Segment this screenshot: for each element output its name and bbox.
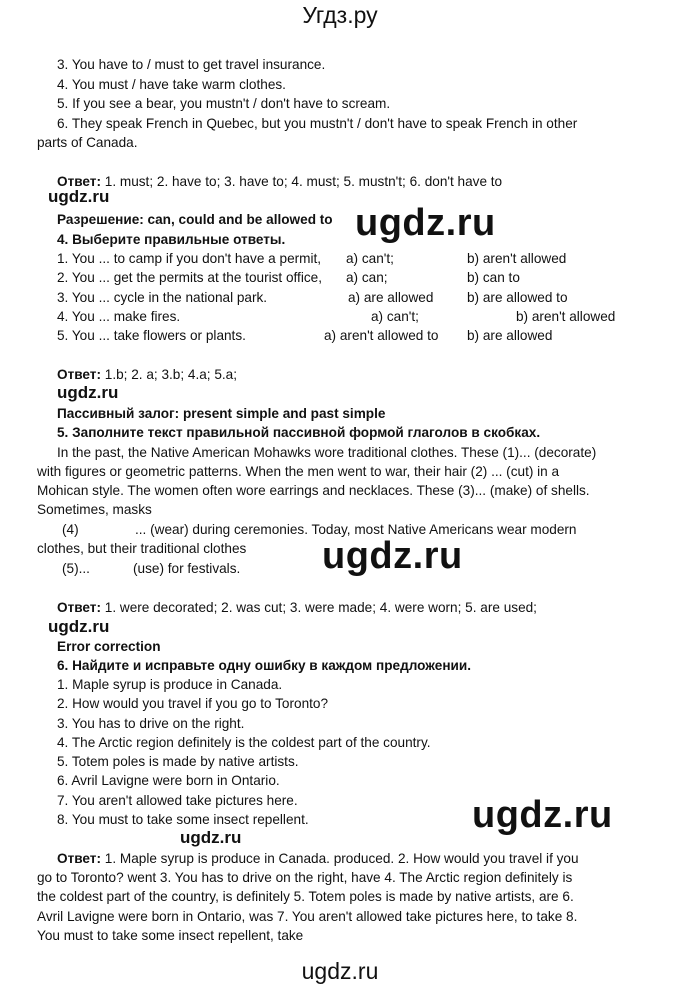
text-line: 6. They speak French in Quebec, but you mustn't / don't have to speak French in other [57, 116, 578, 131]
text-line: In the past, the Native American Mohawks wore traditional clothes. These (1)... (decorate) [57, 445, 597, 460]
answer-line [57, 172, 502, 191]
answer-text: 1. were decorated; 2. was cut; 3. were made; 4. were worn; 5. are used; [100, 600, 537, 615]
answer-line: Avril Lavigne were born in Ontario, was 7. You aren't allowed take pictures here, to take 8. [37, 909, 578, 924]
text-line: 5. Totem poles is made by native artists. [57, 754, 299, 769]
watermark: ugdz.ru [48, 187, 110, 206]
text-line: ... (wear) during ceremonies. Today, most Native Americans wear modern [135, 522, 577, 537]
text-line: 2. How would you travel if you go to Toronto? [57, 696, 329, 711]
text-line: 3. You have to / must to get travel insurance. [57, 57, 326, 72]
watermark: ugdz.ru [322, 535, 463, 577]
text-line: 5. If you see a bear, you mustn't / don't have to scream. [57, 96, 391, 111]
task-title: 5. Заполните текст правильной пассивной формой глаголов в скобках. [57, 425, 541, 440]
option-a: a) aren't allowed to [324, 328, 439, 343]
answer-line [57, 365, 237, 384]
answer-label: Ответ: [57, 851, 101, 866]
section-heading: Пассивный залог: present simple and past simple [57, 406, 386, 421]
answer-label: Ответ: [57, 367, 101, 382]
text-line: with figures or geometric patterns. When the men went to war, their hair (2) ... (cut) in a [37, 464, 560, 479]
option-a: a) can; [346, 270, 388, 285]
question-text: 3. You ... cycle in the national park. [57, 290, 268, 305]
text-line: Sometimes, masks [37, 502, 152, 517]
text-line: parts of Canada. [37, 135, 138, 150]
answer-line [57, 849, 579, 868]
text-line: 4. The Arctic region definitely is the coldest part of the country. [57, 735, 431, 750]
task-title: 6. Найдите и исправьте одну ошибку в каждом предложении. [57, 658, 472, 673]
text-line: 3. You has to drive on the right. [57, 716, 245, 731]
answer-line [57, 598, 537, 617]
site-header: Угдз.ру [302, 2, 378, 28]
question-text: 2. You ... get the permits at the tourist office, [57, 270, 322, 285]
section-heading: Error correction [57, 639, 161, 654]
option-b: b) are allowed [467, 328, 553, 343]
answer-label: Ответ: [57, 174, 101, 189]
option-a: a) are allowed [348, 290, 434, 305]
text-line: 8. You must to take some insect repellent. [57, 812, 309, 827]
text-line: 7. You aren't allowed take pictures here. [57, 793, 298, 808]
text-line: (5)... [62, 561, 90, 576]
question-text: 1. You ... to camp if you don't have a permit, [57, 251, 322, 266]
answer-line: the coldest part of the country, is definitely 5. Totem poles is made by native artists, are 6. [37, 889, 574, 904]
text-line: 6. Avril Lavigne were born in Ontario. [57, 773, 280, 788]
watermark: ugdz.ru [57, 383, 119, 402]
option-b: b) aren't allowed [516, 309, 616, 324]
answer-label: Ответ: [57, 600, 101, 615]
option-a: a) can't; [346, 251, 394, 266]
text-line: (4) [62, 522, 79, 537]
answer-text: 1. must; 2. have to; 3. have to; 4. must; 5. mustn't; 6. don't have to [100, 174, 503, 189]
text-line: 4. You must / have take warm clothes. [57, 77, 286, 92]
text-line: clothes, but their traditional clothes [37, 541, 247, 556]
option-b: b) aren't allowed [467, 251, 567, 266]
text-line: (use) for festivals. [133, 561, 241, 576]
site-footer: ugdz.ru [301, 958, 379, 984]
section-heading: Разрешение: can, could and be allowed to [57, 212, 333, 227]
answer-text: 1.b; 2. a; 3.b; 4.a; 5.a; [100, 367, 238, 382]
answer-text: 1. Maple syrup is produce in Canada. produced. 2. How would you travel if you [100, 851, 579, 866]
option-a: a) can't; [371, 309, 419, 324]
answer-line: You must to take some insect repellent, take [37, 928, 304, 943]
watermark: ugdz.ru [48, 617, 110, 636]
task-title: 4. Выберите правильные ответы. [57, 232, 286, 247]
watermark: ugdz.ru [180, 828, 242, 847]
watermark: ugdz.ru [472, 794, 613, 836]
text-line: 1. Maple syrup is produce in Canada. [57, 677, 283, 692]
question-text: 4. You ... make fires. [57, 309, 181, 324]
watermark: ugdz.ru [355, 202, 496, 244]
answer-line: go to Toronto? went 3. You has to drive on the right, have 4. The Arctic region definitely is [37, 870, 573, 885]
option-b: b) can to [467, 270, 520, 285]
option-b: b) are allowed to [467, 290, 568, 305]
question-text: 5. You ... take flowers or plants. [57, 328, 246, 343]
text-line: Mohican style. The women often wore earrings and necklaces. These (3)... (make) of shells. [37, 483, 590, 498]
